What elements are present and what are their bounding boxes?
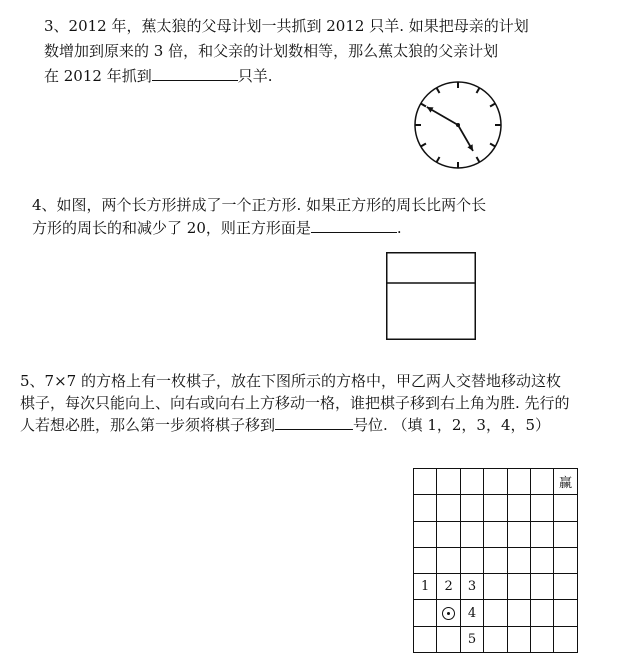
square-figure xyxy=(386,252,476,340)
board-cell xyxy=(484,548,507,574)
problem3-line3 xyxy=(44,66,273,85)
problem4-line2-after: . xyxy=(396,219,402,237)
problem4-line2-before: 方形的周长的和减少了 20，则正方形面是 xyxy=(32,219,311,237)
clock-center xyxy=(456,123,460,127)
clock-tick xyxy=(437,157,440,162)
board-cell xyxy=(414,495,437,521)
board-cell xyxy=(414,627,437,653)
board-cell xyxy=(554,548,577,574)
clock-tick xyxy=(437,88,440,93)
problem3-line2: 数增加到原来的 3 倍，和父亲的计划数相等，那么蕉太狼的父亲计划 xyxy=(44,42,499,60)
cell-label-5: 5 xyxy=(467,631,477,647)
clock-tick xyxy=(490,144,495,147)
board-cell xyxy=(484,522,507,548)
problem4-line1: 4、如图，两个长方形拼成了一个正方形. 如果正方形的周长比两个长 xyxy=(32,196,487,214)
board-cell xyxy=(531,522,554,548)
board-cell xyxy=(437,574,460,600)
win-cell: 赢 xyxy=(559,476,573,492)
board-cell xyxy=(508,548,531,574)
board-cell xyxy=(531,495,554,521)
board-cell xyxy=(414,522,437,548)
board-cell xyxy=(414,548,437,574)
board-cell xyxy=(461,469,484,495)
board-cell xyxy=(437,469,460,495)
clock-tick xyxy=(421,104,426,107)
board-cell xyxy=(484,627,507,653)
problem5-line2: 棋子，每次只能向上、向右或向右上方移动一格，谁把棋子移到右上角为胜. 先行的 xyxy=(20,394,570,412)
board-cell xyxy=(484,495,507,521)
board-cell xyxy=(554,600,577,626)
board-cell xyxy=(554,627,577,653)
answer-blank-3[interactable] xyxy=(152,66,238,81)
board-cell xyxy=(461,627,484,653)
board-cell xyxy=(414,574,437,600)
problem5-line3-after: 号位. （填 1，2，3，4，5） xyxy=(353,416,551,434)
board-cell xyxy=(508,627,531,653)
problem5-line3 xyxy=(20,415,550,434)
answer-blank-5[interactable] xyxy=(275,415,353,430)
board-cell xyxy=(554,574,577,600)
board-cell xyxy=(461,574,484,600)
answer-blank-4[interactable] xyxy=(311,218,397,233)
board-cell xyxy=(531,600,554,626)
board-cell xyxy=(437,495,460,521)
board-cell xyxy=(437,522,460,548)
clock-tick xyxy=(421,144,426,147)
board-cell xyxy=(461,548,484,574)
board-cell xyxy=(508,469,531,495)
board-cell xyxy=(437,627,460,653)
cell-label-2: 2 xyxy=(444,579,453,595)
board-cell xyxy=(508,574,531,600)
clock-figure xyxy=(413,78,503,172)
board-cell xyxy=(508,495,531,521)
cell-label-4: 4 xyxy=(467,605,477,621)
cell-label-3: 3 xyxy=(467,579,477,595)
clock-tick xyxy=(477,157,480,162)
board-cell xyxy=(554,522,577,548)
problem3-line3-after: 只羊. xyxy=(237,67,273,85)
cell-label-1: 1 xyxy=(421,579,430,595)
board-cell xyxy=(531,574,554,600)
clock-tick xyxy=(477,88,480,93)
problem3-line3-before: 在 2012 年抓到 xyxy=(44,67,152,85)
board-cell xyxy=(531,469,554,495)
problem5-line1: 5、7×7 的方格上有一枚棋子，放在下图所示的方格中，甲乙两人交替地移动这枚 xyxy=(20,372,561,390)
board-cell xyxy=(484,574,507,600)
chess-piece-icon xyxy=(442,607,455,620)
board-cell xyxy=(461,522,484,548)
board-cell xyxy=(414,469,437,495)
board-cell xyxy=(531,627,554,653)
board-cell xyxy=(531,548,554,574)
board-cell xyxy=(554,469,577,495)
board-cell xyxy=(484,469,507,495)
chess-piece-dot xyxy=(447,612,450,615)
board-cell xyxy=(437,600,460,626)
board-cell xyxy=(508,522,531,548)
board-cell xyxy=(508,600,531,626)
chess-board xyxy=(413,468,578,653)
outer-square xyxy=(387,253,476,340)
board-cell xyxy=(554,495,577,521)
board-cell xyxy=(484,600,507,626)
board-cell xyxy=(414,600,437,626)
board-cell xyxy=(437,548,460,574)
clock-tick xyxy=(490,104,495,107)
board-cell xyxy=(461,600,484,626)
board-cell xyxy=(461,495,484,521)
problem4-line2 xyxy=(32,218,402,237)
problem5-line3-before: 人若想必胜，那么第一步须将棋子移到 xyxy=(20,416,276,434)
problem3-line1: 3、2012 年，蕉太狼的父母计划一共抓到 2012 只羊. 如果把母亲的计划 xyxy=(44,17,529,35)
